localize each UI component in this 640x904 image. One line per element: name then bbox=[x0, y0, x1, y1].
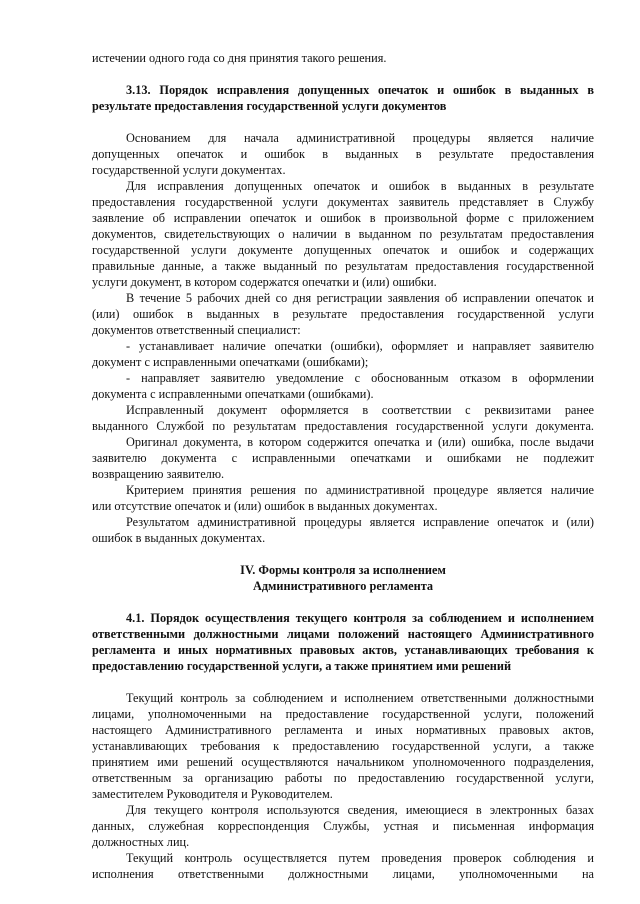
text-line: документов ответственный специалист: bbox=[92, 323, 301, 337]
text-line: настоящего Административного регламента и иных нормативных правовых актов, bbox=[92, 723, 594, 737]
text-line: (или) ошибок в выданных в результате предоставления государственной услуги bbox=[92, 307, 594, 321]
text-line: - устанавливает наличие опечатки (ошибки), оформляет и направляет заявителю bbox=[126, 339, 594, 353]
heading-line: предоставлению государственной услуги, а также принятием ими решений bbox=[92, 659, 512, 673]
text-line: Оригинал документа, в котором содержится опечатка и (или) ошибка, после выдачи bbox=[126, 435, 594, 449]
heading-line: IV. Формы контроля за исполнением bbox=[240, 563, 446, 577]
text-line: Результатом административной процедуры является исправление опечаток и (или) bbox=[126, 515, 594, 529]
text-line: документа с исправленными опечатками (ошибками). bbox=[92, 387, 374, 401]
text-line: правильные данные, а также выданный по результатам предоставления государственной bbox=[92, 259, 594, 273]
text-line: лицами, уполномоченными на предоставление государственной услуги, положений bbox=[92, 707, 594, 721]
text-line: допущенных опечаток и ошибок в выданных в результате предоставления bbox=[92, 147, 594, 161]
heading-line: 3.13. Порядок исправления допущенных опечаток и ошибок в выданных в bbox=[126, 83, 594, 97]
text-line: возвращению заявителю. bbox=[92, 467, 225, 481]
text-line: заявление об исправлении опечаток и ошибок в произвольной форме с приложением bbox=[92, 211, 594, 225]
text-line: государственной услуги документе допущенных опечаток и ошибок и содержащих bbox=[92, 243, 594, 257]
text-line: документов, свидетельствующих о наличии в выданном по результатам предоставления bbox=[92, 227, 594, 241]
text-line: документ с исправленными опечатками (ошибками); bbox=[92, 355, 369, 369]
heading-line: результате предоставления государственной услуги документов bbox=[92, 99, 447, 113]
text-line: Текущий контроль осуществляется путем проведения проверок соблюдения и bbox=[126, 851, 594, 865]
text-line: Для исправления допущенных опечаток и ошибок в выданных в результате bbox=[126, 179, 594, 193]
heading-line: Административного регламента bbox=[252, 579, 434, 593]
heading-line: ответственными должностными лицами положений настоящего Административного bbox=[92, 627, 594, 641]
heading-line: 4.1. Порядок осуществления текущего контроля за соблюдением и исполнением bbox=[126, 611, 594, 625]
text-line: ответственным за организацию работы по предоставлению государственной услуги, bbox=[92, 771, 594, 785]
text-line: предоставления государственной услуги документах заявитель представляет в Службу bbox=[92, 195, 594, 209]
text-line: В течение 5 рабочих дней со дня регистрации заявления об исправлении опечаток и bbox=[126, 291, 594, 305]
text-line: принятием ими решений осуществляются начальником уполномоченного подразделения, bbox=[92, 755, 594, 769]
text-line: устанавливающих требования к предоставлению государственной услуги, а также bbox=[92, 739, 594, 753]
text-line: или отсутствие опечаток и (или) ошибок в выданных документах. bbox=[92, 499, 438, 513]
text-line: должностных лиц. bbox=[92, 835, 190, 849]
heading-line: регламента и иных нормативных правовых актов, устанавливающих требования к bbox=[92, 643, 594, 657]
text-line: - направляет заявителю уведомление с обоснованным отказом в оформлении bbox=[126, 371, 594, 385]
text-line: заместителем Руководителя и Руководителем. bbox=[92, 787, 333, 801]
text-line: заявителю документа с исправленными опечатками и ошибками не подлежит bbox=[92, 451, 594, 465]
text-line: данных, служебная корреспонденция Службы, устная и письменная информация bbox=[92, 819, 594, 833]
text-line: Исправленный документ оформляется в соответствии с реквизитами ранее bbox=[126, 403, 594, 417]
text-line: выданного Службой по результатам предоставления государственной услуги документа. bbox=[92, 419, 594, 433]
text-line: исполнения ответственными должностными лицами, уполномоченными на bbox=[92, 867, 594, 881]
text-line: государственной услуги документах. bbox=[92, 163, 286, 177]
text-line: Текущий контроль за соблюдением и исполнением ответственными должностными bbox=[126, 691, 594, 705]
text-line: услуги документ, в котором содержатся опечатки и (или) ошибки. bbox=[92, 275, 437, 289]
text-line: Критерием принятия решения по административной процедуре является наличие bbox=[126, 483, 594, 497]
text-line: Для текущего контроля используются сведения, имеющиеся в электронных базах bbox=[126, 803, 594, 817]
text-line: Основанием для начала административной процедуры является наличие bbox=[126, 131, 594, 145]
text-line: ошибок в выданных документах. bbox=[92, 531, 266, 545]
text-line: истечении одного года со дня принятия такого решения. bbox=[92, 51, 387, 65]
